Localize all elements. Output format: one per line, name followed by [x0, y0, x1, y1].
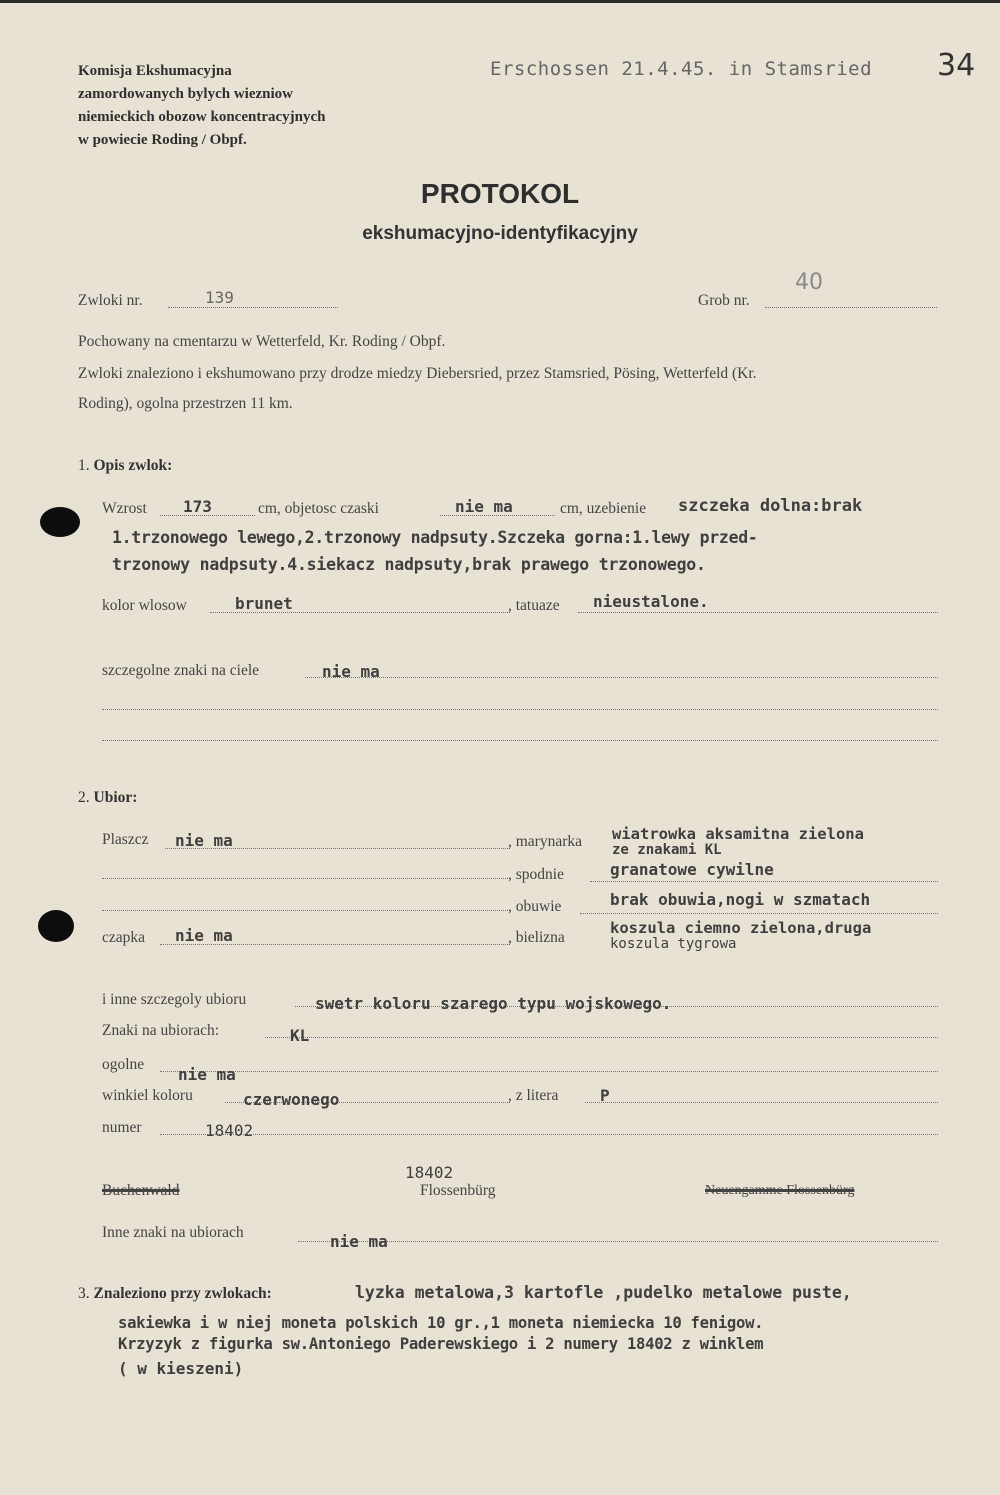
numer-dotline: [160, 1134, 938, 1135]
found-line-2: Roding), ogolna przestrzen 11 km.: [78, 395, 293, 412]
czapka-value: nie ma: [175, 926, 233, 945]
grob-dotline: [765, 307, 937, 308]
inne-znaki-dotline: [298, 1241, 938, 1242]
obuwie-dotline: [580, 913, 938, 914]
zwloki-dotline: [168, 307, 338, 308]
commission-header: [78, 60, 325, 152]
camp-neuengamme: Neuengamme Flossenbürg: [705, 1183, 855, 1198]
wzrost-value: 173: [183, 497, 212, 516]
cemetery-text: Pochowany na cmentarzu w Wetterfeld, Kr. Roding / Obpf.: [78, 333, 446, 350]
ink-blot-1: [40, 507, 80, 537]
section3-heading: [78, 1285, 272, 1303]
znaki-ubior-value: KL: [290, 1026, 310, 1045]
inne-szczegoly-label: i inne szczegoly ubioru: [102, 991, 247, 1008]
ink-blot-2: [38, 910, 74, 942]
found-line-1: Zwloki znaleziono i ekshumowano przy drodze miedzy Diebersried, przez Stamsried, Pösing, Wetterfeld (Kr.: [78, 365, 757, 382]
obuwie-label: , obuwie: [508, 898, 562, 915]
marynarka-label: , marynarka: [508, 833, 583, 850]
marynarka-value-1: wiatrowka aksamitna zielona: [612, 825, 864, 843]
winkiel-label: winkiel koloru: [102, 1087, 193, 1104]
inne-znaki-label: Inne znaki na ubiorach: [102, 1224, 244, 1241]
org-line-2: zamordowanych bylych wiezniow: [78, 86, 293, 102]
top-border: [0, 0, 1000, 3]
spodnie-label: , spodnie: [508, 866, 564, 883]
grob-label: Grob nr.: [698, 292, 750, 309]
inne-znaki-value: nie ma: [330, 1232, 388, 1251]
wzrost-label: Wzrost: [102, 500, 147, 517]
tatuaze-value: nieustalone.: [593, 592, 709, 611]
ogolne-dotline: [160, 1071, 938, 1072]
plaszcz-label: Plaszcz: [102, 831, 149, 848]
inne-szczegoly-value: swetr koloru szarego typu wojskowego.: [315, 994, 672, 1013]
uzebienie-label: cm, uzebienie: [560, 500, 647, 517]
zwloki-label: Zwloki nr.: [78, 292, 143, 309]
section3-title: Znaleziono przy zwlokach:: [93, 1285, 272, 1302]
zwloki-number: 139: [205, 288, 234, 307]
czaszka-label: cm, objetosc czaski: [258, 500, 379, 517]
section1-heading: [78, 457, 172, 475]
znaki-ciele-dotline-2: [102, 709, 938, 710]
znaki-ciele-value: nie ma: [322, 662, 380, 681]
czaszka-value: nie ma: [455, 497, 513, 516]
tatuaze-dotline: [578, 612, 938, 613]
section1-number: 1.: [78, 457, 90, 474]
numer-value: 18402: [205, 1121, 254, 1140]
znaki-ciele-dotline: [305, 677, 938, 678]
litera-value: P: [600, 1086, 610, 1105]
spodnie-value: granatowe cywilne: [610, 860, 774, 879]
tatuaze-label: , tatuaze: [508, 597, 560, 614]
document-subtitle: ekshumacyjno-identyfikacyjny: [362, 223, 638, 244]
kolor-value: brunet: [235, 594, 293, 613]
uzebienie-line-2: 1.trzonowego lewego,2.trzonowy nadpsuty.Szczeka gorna:1.lewy przed-: [112, 528, 758, 547]
bielizna-label: , bielizna: [508, 929, 565, 946]
section2-title: Ubior:: [93, 789, 138, 806]
found-items-line-3: Krzyzyk z figurka sw.Antoniego Paderewskiego i 2 numery 18402 z winklem: [118, 1335, 764, 1353]
org-line-1: Komisja Ekshumacyjna: [78, 63, 232, 79]
litera-dotline: [585, 1102, 938, 1103]
section3-number: 3.: [78, 1285, 90, 1302]
found-items-line-2: sakiewka i w niej moneta polskich 10 gr.,1 moneta niemiecka 10 fenigow.: [118, 1314, 764, 1332]
grob-number: 40: [795, 270, 823, 295]
plaszcz-value: nie ma: [175, 831, 233, 850]
spodnie-dotline: [590, 881, 938, 882]
org-line-3: niemieckich obozow koncentracyjnych: [78, 109, 326, 125]
section1-title: Opis zwlok:: [93, 457, 173, 474]
camp-flossenburg-number: 18402: [405, 1163, 454, 1182]
camp-flossenburg: Flossenbürg: [420, 1182, 496, 1199]
camp-buchenwald: Buchenwald: [102, 1182, 180, 1199]
ogolne-value: nie ma: [178, 1065, 236, 1084]
execution-annotation: Erschossen 21.4.45. in Stamsried: [490, 58, 873, 80]
page-number: 34: [937, 48, 976, 83]
bielizna-value-1: koszula ciemno zielona,druga: [610, 919, 872, 937]
uzebienie-line-1: szczeka dolna:brak: [678, 496, 863, 516]
obuwie-left-dotline: [102, 910, 510, 911]
section2-number: 2.: [78, 789, 90, 806]
ogolne-label: ogolne: [102, 1056, 145, 1073]
obuwie-value: brak obuwia,nogi w szmatach: [610, 890, 871, 909]
znaki-ubior-dotline: [265, 1037, 938, 1038]
marynarka-value-2: ze znakami KL: [612, 842, 722, 858]
numer-label: numer: [102, 1119, 142, 1136]
document-title: PROTOKOL: [420, 178, 580, 209]
czapka-label: czapka: [102, 929, 146, 946]
spodnie-left-dotline: [102, 878, 510, 879]
found-items-line-4: ( w kieszeni): [118, 1359, 244, 1378]
found-items-line-1: lyzka metalowa,3 kartofle ,pudelko metalowe puste,: [355, 1283, 852, 1302]
org-line-4: w powiecie Roding / Obpf.: [78, 132, 247, 148]
znaki-ubior-label: Znaki na ubiorach:: [102, 1022, 220, 1039]
znaki-ciele-dotline-3: [102, 740, 938, 741]
znaki-ciele-label: szczegolne znaki na ciele: [102, 662, 260, 679]
bielizna-value-2: koszula tygrowa: [610, 936, 737, 952]
uzebienie-line-3: trzonowy nadpsuty.4.siekacz nadpsuty,brak prawego trzonowego.: [112, 555, 706, 574]
kolor-label: kolor wlosow: [102, 597, 187, 614]
section2-heading: [78, 789, 137, 807]
litera-label: , z litera: [508, 1087, 559, 1104]
winkiel-value: czerwonego: [243, 1090, 340, 1109]
